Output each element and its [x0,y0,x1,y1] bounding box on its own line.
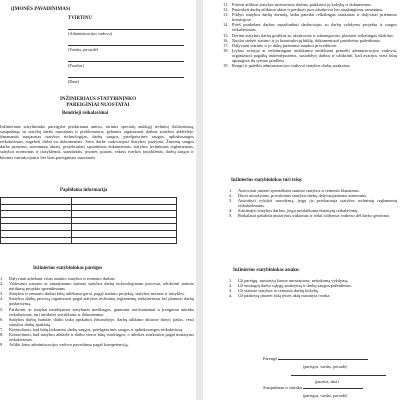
approve-title: TVIRTINU [68,16,92,21]
approve-field: (Administracijos vadovo) [68,25,188,41]
duty-item-text: Nuolat stebėti statinio ir jo konstrukcijų būklę, dokumentuoti pastebėtus pažeidimus. [232,37,381,43]
duty-item-text: Kontroliuoti, kad statybos aikštelė ir darbo vietos būtų tvarkingos, o atliekos tvarkomos pagal nustatytus reikalavimus. [9,332,194,343]
responsibility-item-number: 1. [229,278,233,283]
duty-item-text: Dalyvauti statinio ir jo dalių priėmimo naudoti procedūrose. [232,42,338,48]
duty-item-number: 11. [223,2,229,7]
responsibility-list [229,278,397,298]
duty-item-text: Kontroliuoti, kad būtų laikomasi darbų saugos, priešgaisrinės saugos ir aplinkosaugos reikalavimų. [9,326,184,332]
duty-item-number: 6. [0,316,4,322]
duties-list [0,276,194,347]
responsibility-item [229,293,397,298]
right-item-number: 2. [229,193,233,199]
duty-item-text: Dalyvauti atliekant visus statinio statybos ir remonto darbus. [9,276,116,281]
document-page-left [0,0,196,400]
responsibility-item-text: Už statinio statybos ar remonto darbų kokybę. [238,288,320,294]
general-text: Inžinieriaus statybininko pareigybė priskiriama antros, turintis specialų aukštąjį techninį išsilavinimą, susipažinęs su statybų darbo nuostatais ir problemomis, gebantis organizuoti darbus statybos aikštelėje, išmanantis naujausias statybos technologijas, darbų saugos, priešgaisrinės saugos, aplinkosaugos reikalavimus, sugebėti dirbti su dokumentais. Savo darbe vadovaujasi Statybos įstatymu, Žmonių saugos darbe įstatymu, norminiais aktais, projektiniais sąmatiniais dokumentais, statybos techniniais reglamentais, statybos normomis ir taisyklėmis, standartais, įmonės įstatais, vidaus tvarkos taisyklėmis, darbų saugos ir kitomis instrukcijomis bei šiais pareiginiais nuostatais. [0,124,194,160]
page-gap [196,0,203,400]
duty-item [223,63,397,68]
right-item-text: Atsisakyti vykdyti nurodymą, jeigu jis prieštarauja statybos techninių reglamentų reikalavimams. [238,198,397,209]
signature-prepared-label: Parengė [263,356,278,361]
approval-block [68,16,188,89]
company-name: (ĮMONĖS PAVADINIMAS) [11,7,71,12]
duty-item-text: Priimti atliktus statybos montavimo darbus, patikrinti jų kokybę ir dokumentus. [232,2,372,7]
approve-field: (Vardas, pavardė) [68,41,188,57]
duty-item [0,342,194,347]
section-title-general: Bendrieji reikalavimai [62,111,109,116]
right-item-text: Sustabdyti statybos darbus, jeigu nesilaikoma nustatytų reikalavimų. [238,208,359,214]
duty-item-number: 16. [223,37,229,43]
duty-item-number: 18. [223,47,229,53]
section-title-duties: Inžinierius statybininkas pareigos [33,266,103,271]
duty-item-text: Pildyti statybos darbų žurnalą, laiku pateikti reikalingas ataskaitas ir dalyvauti priėmimo komisijose. [232,12,397,23]
document-page-right [203,0,400,400]
duty-item-text: Statybos ir remonto darbai būtų atliekami gerai, pagal statinio projektą, statybos normas ir taisykles. [9,291,186,297]
signature-prepared-row [263,356,368,361]
duty-item-number: 1. [0,276,4,281]
duty-item-number: 15. [223,32,229,38]
signature-line [291,372,386,377]
responsibility-item-number: 4. [229,293,233,299]
duty-item-number: 8. [0,332,4,338]
duty-item [223,22,397,32]
responsibility-item-text: Už nesaugių darbo sąlygų sudarymą ir darbų saugos pažeidimus. [238,283,352,289]
duty-item-text: Statybos darbų žurnale, darbo laiko apskaitos žiniaraštyje, darbų atlikimo aktuose daryti įrašus, vesti statybos darbų apskaitą. [9,316,194,327]
duty-item-text: Statybos darbų procesą organizuoti pagal statybos techninių reglamentų reikalavimus bei planuoti darbų paskirstymą. [9,296,194,307]
section-title-responsibility: Inžinierius statybininkas atsako: [233,268,300,273]
duty-item [0,281,194,291]
signature-sub-caption: (parašas, data) [315,379,339,384]
duty-item-number: 17. [223,42,229,48]
duty-item-number: 3. [0,291,4,297]
duty-item-number: 12. [223,7,229,13]
responsibility-item-text: Už padarytą įmonei žalą teisės aktų nustatyta tvarka. [238,293,331,299]
duty-item-number: 5. [0,306,4,312]
signature-sub-caption: (pareigos, vardas, pavardė) [303,393,348,398]
approve-field: (Parašas) [68,57,188,73]
approve-field: (Data) [68,73,188,89]
duties-list-continued [223,2,397,68]
right-item-text: Duoti nurodymus, privalomus statybos darbų dalyvaujantiems asmenims. [238,193,368,199]
right-item-number: 1. [229,188,233,193]
duty-item-text: Vadovauti statomo ar atnaujinamo statinio statybos darbų technologiniam procesui, užtikrinti statinio atitikimą projekto sprendiniams. [9,281,194,292]
responsibility-item-text: Už pareigų, nustatytų šiuose nuostatuose, netinkamą vykdymą. [238,278,349,283]
right-item-text: Reikalauti pašalinti nustatytus trūkumus ir teikti siūlymus vadovui dėl darbo gerinimo. [238,213,391,219]
right-item-number: 3. [229,198,233,204]
right-item-number: 5. [229,213,233,219]
duty-item [223,12,397,22]
duty-item-number: 4. [0,296,4,302]
info-table [0,197,177,244]
duty-item-text: Pasirašyti darbų atlikimo aktus ir perduoti juos užsakovui bei atsakingiems asmenims. [232,7,384,13]
right-item-text: Atstovauti įmonei sprendžiant statinio statybos ir remonto klausimus. [238,188,360,193]
right-item-number: 4. [229,208,233,214]
duty-item-number: 14. [223,22,229,28]
duty-item [0,332,194,342]
right-item [229,198,397,208]
rights-list [229,188,397,219]
right-item [229,213,397,218]
duty-item [0,307,194,317]
duty-item-text: Rengti ir pateikti administracijos vadovui statybos darbų ataskaitas. [232,63,351,69]
signature-agree-row [263,385,363,390]
duty-item-number: 2. [0,281,4,287]
duty-item-number: 7. [0,326,4,332]
duty-item [0,317,194,327]
duty-item-text: Patikrinti, ar statybai naudojamos statybinės medžiagos, gaminiai, mechanizmai ir įrenginiai atitinka reikalavimus, turi atitikties sertifikatus ir dokumentus. [9,306,194,317]
section-title-info: Papildoma informacija [60,188,108,193]
document-title: INŽINIERIAUS STATYBININKO PAREIGINIAI NUOSTATAI [59,96,137,108]
duty-item-text: Derinti statybos darbų grafikus su užsakovais ir subrangovais, planuoti reikalingus išteklius. [232,32,394,38]
section-title-rights: Inžinierius statybininkas turi teisę: [231,178,303,183]
responsibility-item-number: 2. [229,283,233,289]
signature-agree-label: Susipažinau ir sutinku [263,385,303,390]
duty-item [223,48,397,63]
duty-item-number: 19. [223,63,229,69]
signature-sub-caption: (pareigos, vardas, pavardė) [303,364,348,369]
duty-item-text: Įvykus avarijai ar nelaimingam atsitikimui nedelsiant pranešti administracijos vadovui, organizuoti pagalbą nukentėjusiems, sustabdyti darbus ir užtikrinti, kad avarijos vieta būtų apsaugota iki tyrimo pradžios. [232,47,397,64]
duty-item-text: Prieš pradedant darbus supažindinti darbuotojus su darbų vykdymo projektu ir saugos reikalavimais. [232,22,397,33]
responsibility-item-number: 3. [229,288,233,294]
duty-item-number: 9. [0,342,4,348]
duty-item [0,296,194,306]
duty-item-number: 13. [223,12,229,18]
duty-item-text: Atlikti kitus administracijos vadovo pavedimus pagal kompetenciją. [9,342,129,348]
